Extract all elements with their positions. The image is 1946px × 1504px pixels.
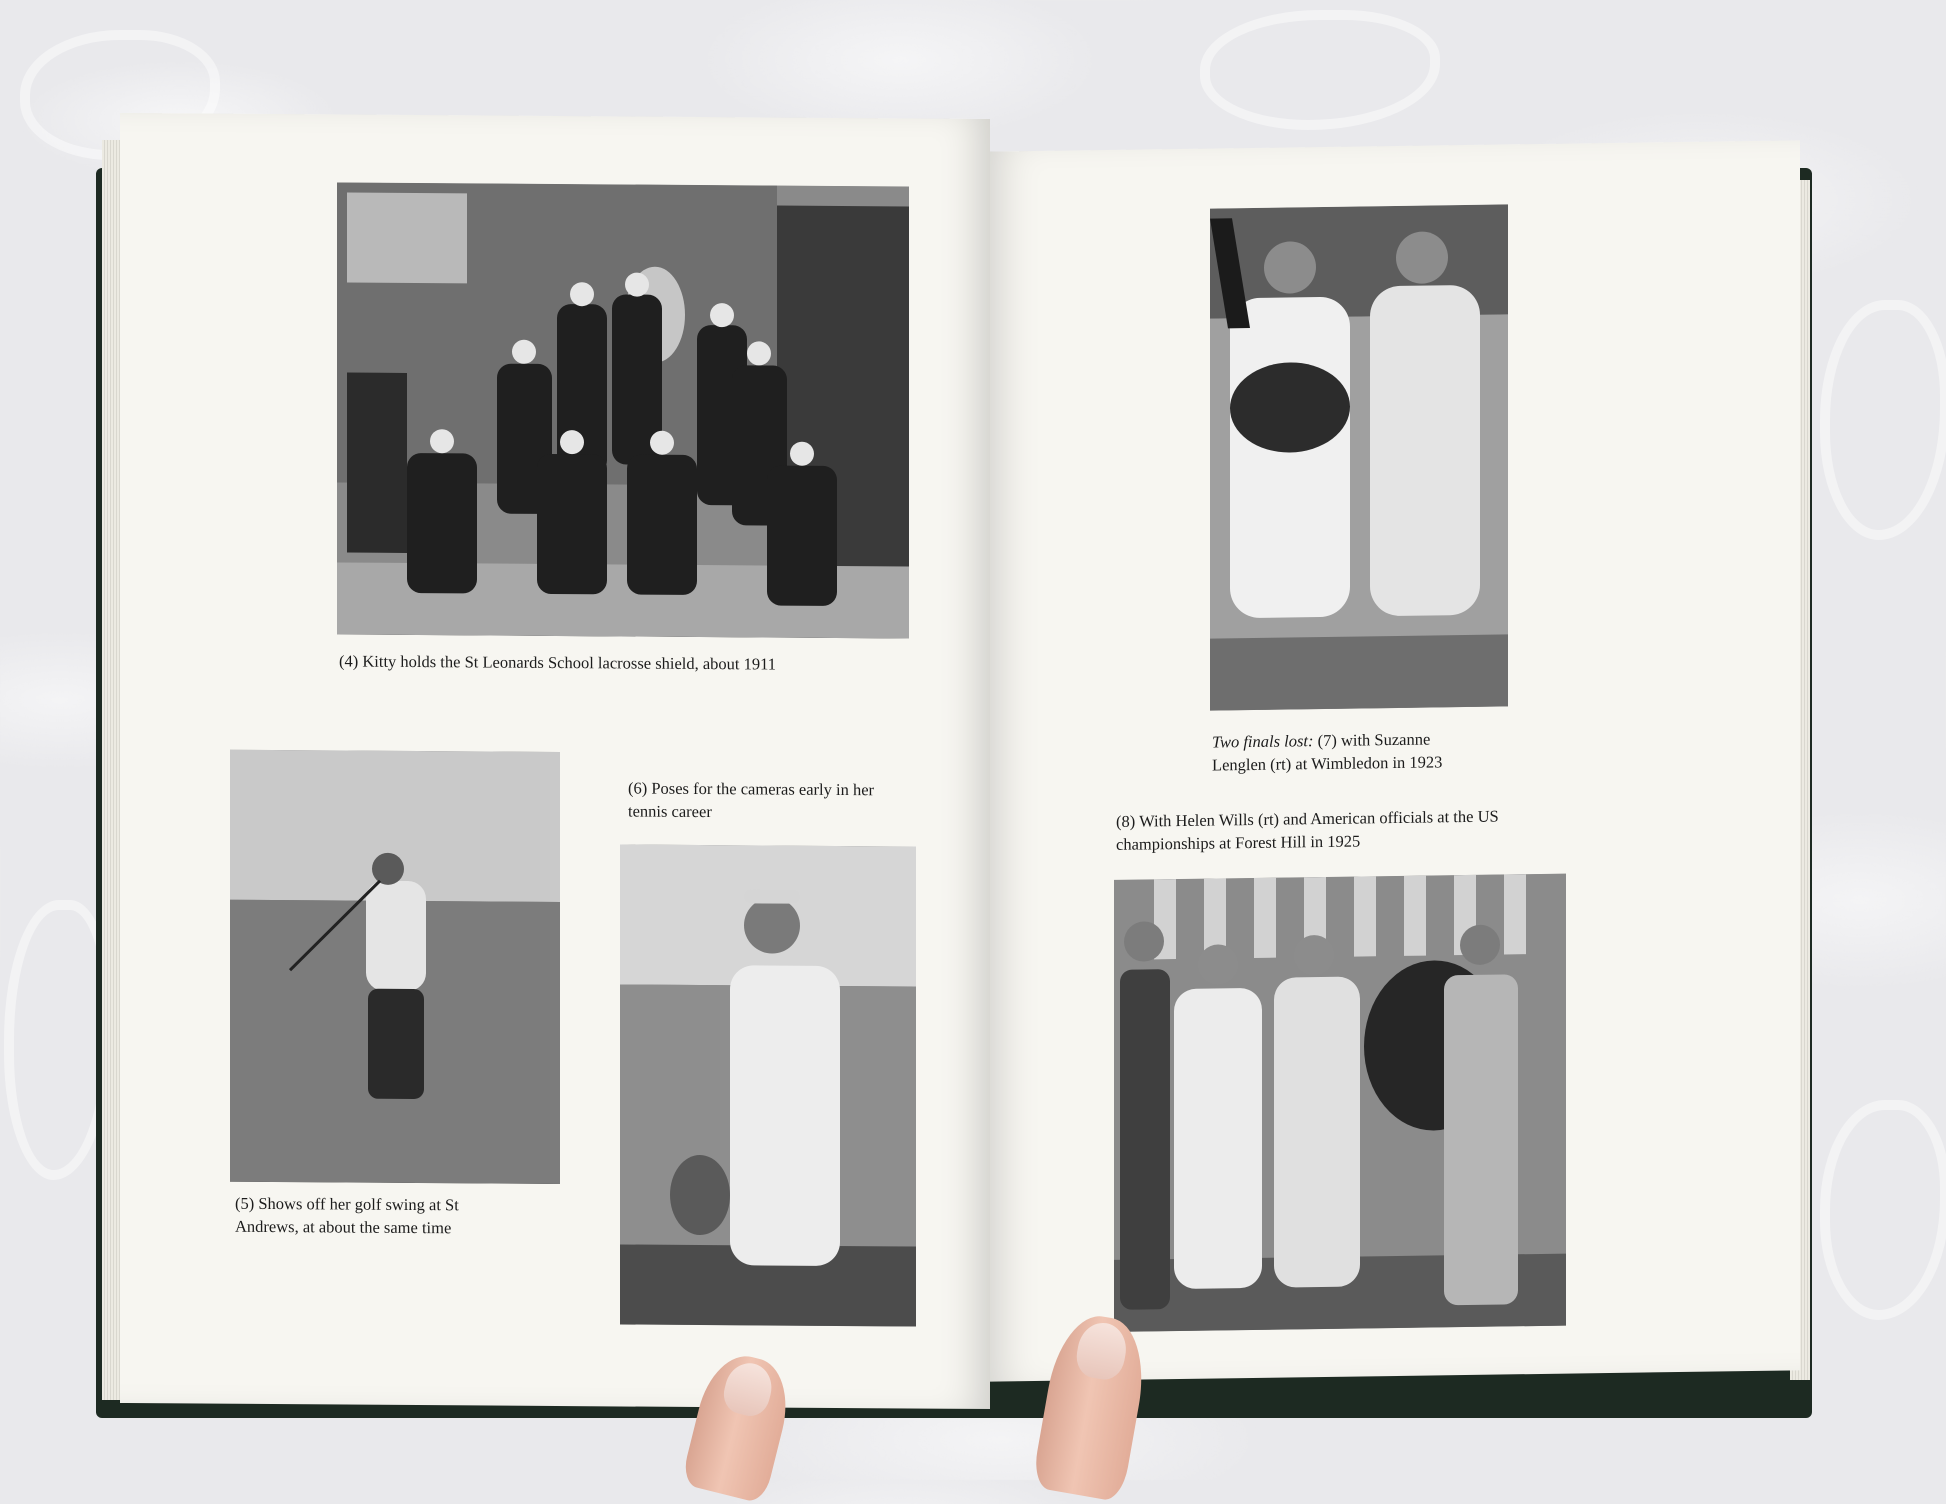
caption-8-line-2: championships at Forest Hill in 1925	[1116, 831, 1361, 854]
tennis-pose-photo	[620, 844, 916, 1326]
caption-4	[339, 649, 776, 675]
caption-8	[1116, 805, 1499, 856]
caption-5-line-2: Andrews, at about the same time	[235, 1216, 452, 1238]
caption-6-line-2: tennis career	[628, 801, 712, 822]
tablecloth-pattern	[1820, 300, 1946, 540]
left-page	[120, 113, 990, 1409]
caption-7-line-2: Lenglen (rt) at Wimbledon in 1923	[1212, 752, 1443, 775]
caption-8-line-1: (8) With Helen Wills (rt) and American officials at the US	[1116, 806, 1499, 831]
right-page	[990, 140, 1800, 1381]
caption-4-text: (4) Kitty holds the St Leonards School lacrosse shield, about 1911	[339, 651, 777, 674]
caption-7-italic: Two finals lost:	[1212, 731, 1314, 752]
caption-6-line-1: (6) Poses for the cameras early in her	[628, 778, 875, 800]
caption-5	[235, 1192, 459, 1240]
tablecloth-pattern	[1200, 10, 1440, 130]
fingernail-right	[1073, 1319, 1130, 1382]
wimbledon-photo	[1210, 204, 1508, 710]
caption-7-rest: (7) with Suzanne	[1313, 729, 1431, 751]
lacrosse-team-photo	[337, 182, 909, 638]
forest-hill-photo	[1114, 874, 1566, 1332]
fingernail-left	[720, 1358, 777, 1420]
caption-7	[1212, 727, 1442, 776]
caption-6	[628, 777, 874, 825]
caption-5-line-1: (5) Shows off her golf swing at St	[235, 1193, 459, 1215]
caption-7-line-1	[1212, 727, 1442, 753]
tablecloth-pattern	[1820, 1100, 1946, 1320]
golf-swing-photo	[230, 750, 560, 1184]
